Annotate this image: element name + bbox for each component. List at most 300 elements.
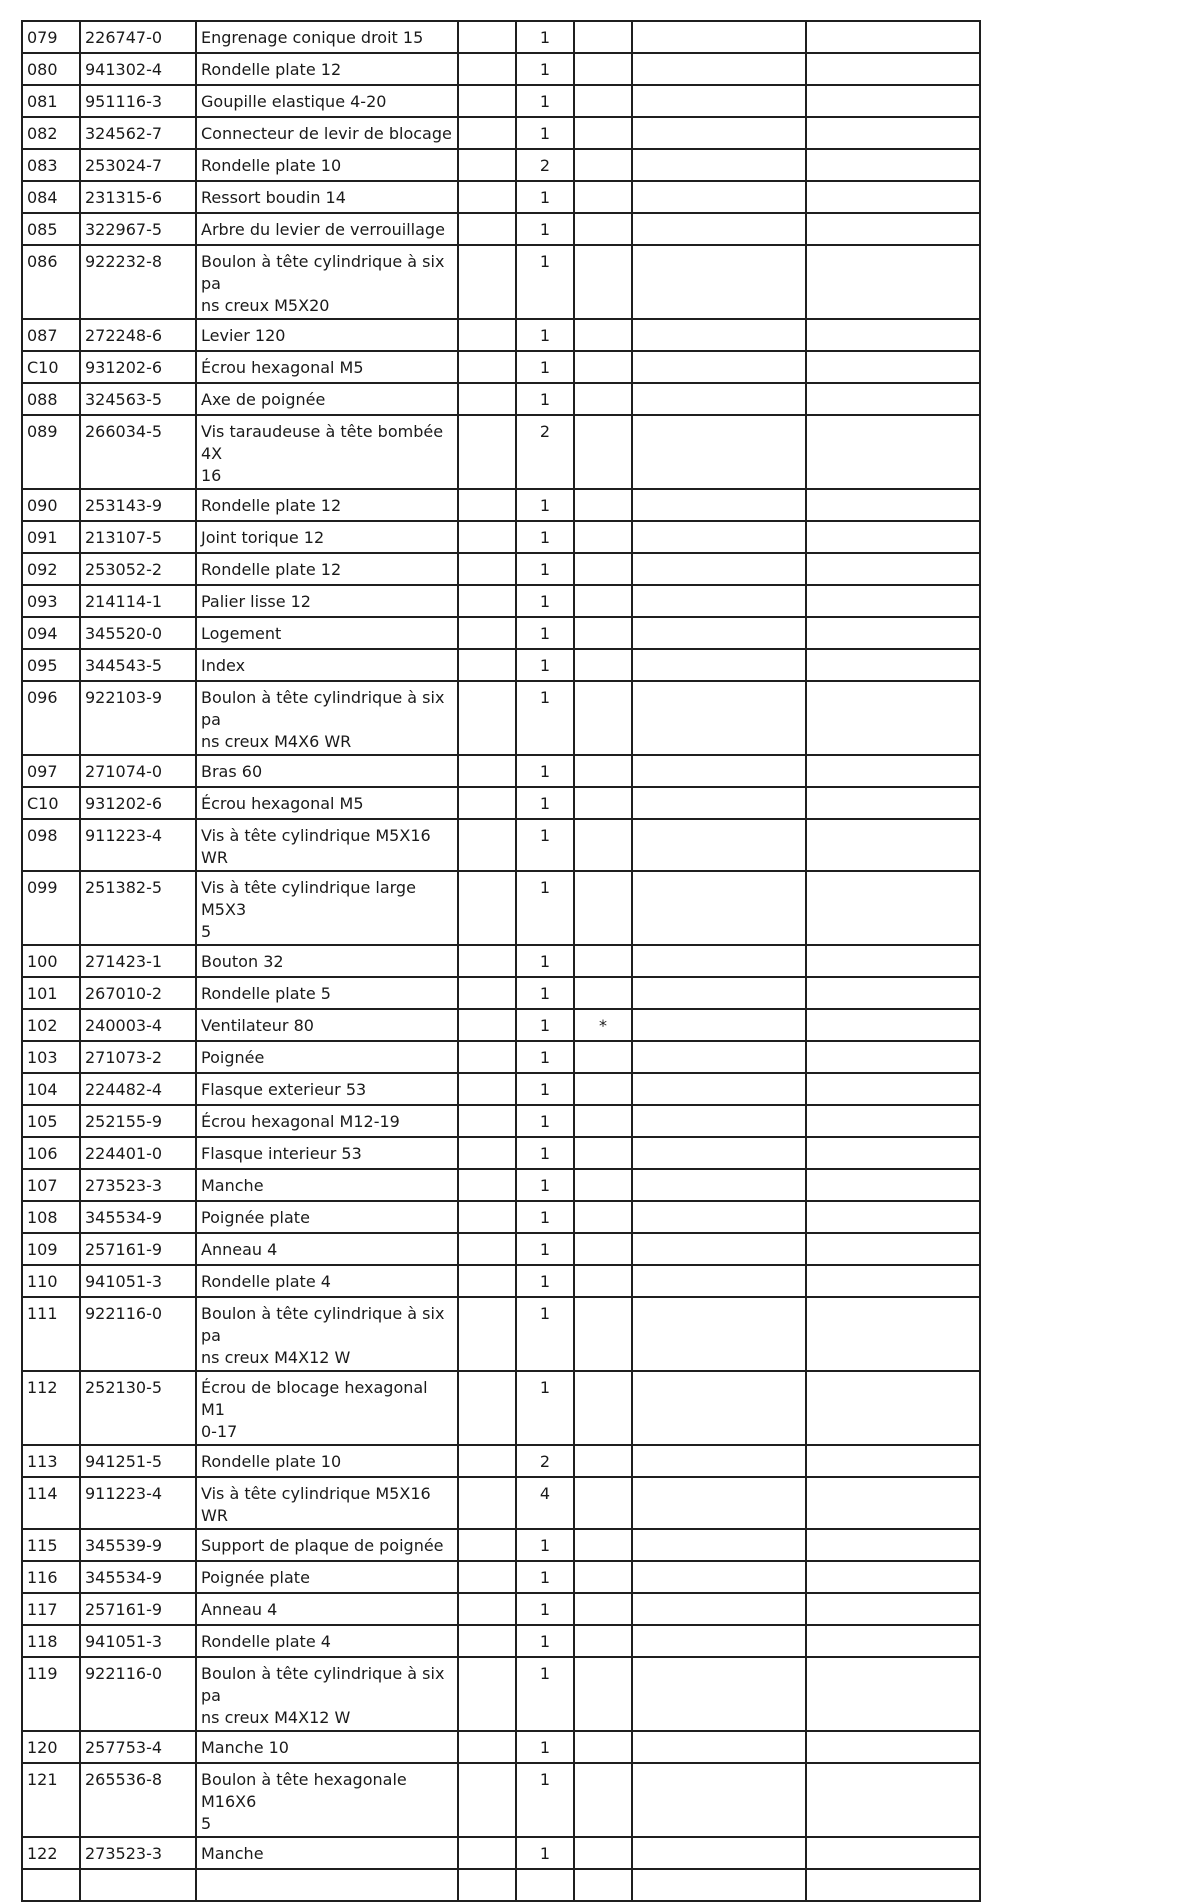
quantity-text: 1 (539, 560, 551, 579)
part-description-text: Boulon à tête cylindrique à six pa ns creux M4X12 W (201, 1664, 445, 1727)
quantity-cell (516, 1763, 574, 1837)
quantity-text: 1 (539, 878, 551, 897)
empty-cell (458, 1529, 516, 1561)
part-number-cell (80, 1201, 196, 1233)
empty-cell (632, 977, 806, 1009)
quantity-cell (516, 383, 574, 415)
part-description-text: Écrou hexagonal M5 (201, 358, 364, 377)
part-number-cell (80, 351, 196, 383)
part-number-cell (80, 977, 196, 1009)
empty-cell (458, 1477, 516, 1529)
part-number-text: 253143-9 (85, 496, 163, 515)
empty-cell (632, 1009, 806, 1041)
empty-cell (632, 1837, 806, 1869)
empty-cell (806, 1169, 980, 1201)
part-description-text: Rondelle plate 12 (201, 60, 342, 79)
part-number-cell (80, 415, 196, 489)
part-number-cell (80, 1529, 196, 1561)
quantity-text: 1 (539, 326, 551, 345)
part-ref-cell (22, 945, 80, 977)
part-description-cell (196, 245, 458, 319)
table-row (22, 181, 980, 213)
part-number-text: 941051-3 (85, 1272, 163, 1291)
empty-cell (632, 1371, 806, 1445)
part-ref-text: 122 (27, 1844, 58, 1863)
empty-cell (458, 1763, 516, 1837)
empty-cell (806, 755, 980, 787)
part-description-text: Bras 60 (201, 762, 263, 781)
quantity-cell (516, 649, 574, 681)
part-description-text: Manche 10 (201, 1738, 289, 1757)
part-ref-text: 108 (27, 1208, 58, 1227)
empty-cell (632, 1137, 806, 1169)
part-ref-cell (22, 383, 80, 415)
empty-cell (806, 53, 980, 85)
quantity-cell (516, 1837, 574, 1869)
part-ref-cell (22, 1657, 80, 1731)
flag-cell (574, 1297, 632, 1371)
quantity-cell (516, 871, 574, 945)
empty-cell (806, 787, 980, 819)
empty-cell (806, 681, 980, 755)
part-number-cell (80, 213, 196, 245)
part-ref-cell (22, 977, 80, 1009)
part-number-text: 224401-0 (85, 1144, 163, 1163)
empty-cell (632, 117, 806, 149)
part-description-cell (196, 85, 458, 117)
quantity-text: 1 (539, 252, 551, 271)
flag-cell (574, 553, 632, 585)
empty-cell (632, 1529, 806, 1561)
part-number-cell (80, 149, 196, 181)
part-description-text: Boulon à tête cylindrique à six pa ns creux M5X20 (201, 252, 445, 315)
part-number-text: 931202-6 (85, 794, 163, 813)
flag-cell (574, 755, 632, 787)
part-description-cell (196, 649, 458, 681)
quantity-cell (516, 1657, 574, 1731)
part-ref-text: 111 (27, 1304, 58, 1323)
quantity-text: 1 (539, 1770, 551, 1789)
part-number-cell (80, 755, 196, 787)
part-ref-text: 104 (27, 1080, 58, 1099)
part-number-text: 272248-6 (85, 326, 163, 345)
table-row (22, 1529, 980, 1561)
quantity-cell (516, 1137, 574, 1169)
part-description-cell (196, 1297, 458, 1371)
part-ref-cell (22, 1593, 80, 1625)
empty-cell (632, 1477, 806, 1529)
table-row (22, 117, 980, 149)
part-ref-text: 094 (27, 624, 58, 643)
empty-cell (458, 1869, 516, 1901)
part-description-text: Logement (201, 624, 282, 643)
flag-cell (574, 53, 632, 85)
part-number-cell (80, 117, 196, 149)
empty-cell (632, 1625, 806, 1657)
part-description-text: Vis à tête cylindrique M5X16 WR (201, 826, 431, 867)
part-description-text: Goupille elastique 4-20 (201, 92, 387, 111)
parts-table (21, 20, 981, 1902)
part-ref-text: 114 (27, 1484, 58, 1503)
part-ref-text: 113 (27, 1452, 58, 1471)
part-number-cell (80, 1009, 196, 1041)
part-description-text: Rondelle plate 12 (201, 496, 342, 515)
flag-cell (574, 1869, 632, 1901)
quantity-text: 4 (539, 1484, 551, 1503)
part-ref-cell (22, 617, 80, 649)
empty-cell (806, 1041, 980, 1073)
flag-cell (574, 181, 632, 213)
quantity-text: 1 (539, 1240, 551, 1259)
table-row (22, 585, 980, 617)
empty-cell (632, 319, 806, 351)
part-ref-cell (22, 1837, 80, 1869)
empty-cell (806, 213, 980, 245)
part-description-text: Flasque exterieur 53 (201, 1080, 367, 1099)
flag-cell (574, 319, 632, 351)
part-ref-text: 084 (27, 188, 58, 207)
part-ref-cell (22, 489, 80, 521)
table-row (22, 1763, 980, 1837)
table-row (22, 681, 980, 755)
part-ref-text: 110 (27, 1272, 58, 1291)
part-ref-text: 091 (27, 528, 58, 547)
empty-cell (458, 977, 516, 1009)
table-row (22, 755, 980, 787)
quantity-text: 1 (539, 1144, 551, 1163)
part-number-cell (80, 319, 196, 351)
part-number-cell (80, 1371, 196, 1445)
quantity-text: 1 (539, 28, 551, 47)
part-description-cell (196, 1169, 458, 1201)
part-ref-text: 096 (27, 688, 58, 707)
empty-cell (458, 617, 516, 649)
part-ref-cell (22, 1869, 80, 1901)
part-ref-text: 121 (27, 1770, 58, 1789)
flag-cell (574, 1477, 632, 1529)
flag-cell (574, 945, 632, 977)
part-ref-cell (22, 1477, 80, 1529)
flag-cell (574, 1009, 632, 1041)
part-number-cell (80, 871, 196, 945)
empty-cell (632, 489, 806, 521)
part-description-text: Rondelle plate 10 (201, 156, 342, 175)
empty-cell (806, 245, 980, 319)
part-number-cell (80, 1869, 196, 1901)
part-number-cell (80, 1265, 196, 1297)
part-number-cell (80, 1593, 196, 1625)
part-description-cell (196, 1561, 458, 1593)
table-row (22, 383, 980, 415)
part-ref-text: 089 (27, 422, 58, 441)
quantity-cell (516, 351, 574, 383)
part-number-text: 931202-6 (85, 358, 163, 377)
quantity-text: 1 (539, 220, 551, 239)
part-number-text: 273523-3 (85, 1844, 163, 1863)
empty-cell (458, 871, 516, 945)
part-ref-cell (22, 553, 80, 585)
part-number-cell (80, 521, 196, 553)
quantity-cell (516, 1265, 574, 1297)
part-ref-cell (22, 181, 80, 213)
table-row (22, 1445, 980, 1477)
part-ref-text: 102 (27, 1016, 58, 1035)
part-ref-text: C10 (27, 794, 59, 813)
empty-cell (632, 681, 806, 755)
flag-text: * (599, 1016, 607, 1035)
part-number-cell (80, 181, 196, 213)
part-ref-cell (22, 1561, 80, 1593)
quantity-cell (516, 1445, 574, 1477)
quantity-text: 2 (539, 1452, 551, 1471)
quantity-text: 1 (539, 688, 551, 707)
table-row (22, 1869, 980, 1901)
empty-cell (806, 1265, 980, 1297)
part-number-cell (80, 1763, 196, 1837)
part-description-cell (196, 521, 458, 553)
flag-cell (574, 681, 632, 755)
empty-cell (806, 1869, 980, 1901)
part-number-text: 257753-4 (85, 1738, 163, 1757)
part-ref-cell (22, 1041, 80, 1073)
empty-cell (806, 1371, 980, 1445)
flag-cell (574, 489, 632, 521)
part-ref-text: 080 (27, 60, 58, 79)
quantity-cell (516, 21, 574, 53)
part-description-cell (196, 1869, 458, 1901)
part-number-text: 941251-5 (85, 1452, 163, 1471)
flag-cell (574, 1593, 632, 1625)
flag-cell (574, 351, 632, 383)
quantity-text: 1 (539, 1844, 551, 1863)
quantity-text: 1 (539, 1632, 551, 1651)
part-number-cell (80, 1297, 196, 1371)
empty-cell (806, 1529, 980, 1561)
part-number-text: 257161-9 (85, 1240, 163, 1259)
empty-cell (458, 149, 516, 181)
part-ref-text: 103 (27, 1048, 58, 1067)
part-ref-cell (22, 819, 80, 871)
part-number-cell (80, 1041, 196, 1073)
quantity-text: 1 (539, 1176, 551, 1195)
part-description-cell (196, 1009, 458, 1041)
quantity-cell (516, 181, 574, 213)
part-description-cell (196, 117, 458, 149)
table-row (22, 1625, 980, 1657)
quantity-text: 1 (539, 1048, 551, 1067)
flag-cell (574, 415, 632, 489)
empty-cell (632, 755, 806, 787)
part-description-text: Index (201, 656, 246, 675)
empty-cell (632, 1201, 806, 1233)
empty-cell (458, 351, 516, 383)
quantity-text: 1 (539, 826, 551, 845)
table-row (22, 1371, 980, 1445)
quantity-cell (516, 585, 574, 617)
quantity-cell (516, 1041, 574, 1073)
empty-cell (632, 415, 806, 489)
flag-cell (574, 1561, 632, 1593)
quantity-cell (516, 945, 574, 977)
quantity-cell (516, 1593, 574, 1625)
part-description-text: Boulon à tête cylindrique à six pa ns creux M4X12 W (201, 1304, 445, 1367)
empty-cell (458, 383, 516, 415)
table-row (22, 53, 980, 85)
empty-cell (806, 945, 980, 977)
part-ref-text: 088 (27, 390, 58, 409)
part-description-text: Écrou hexagonal M12-19 (201, 1112, 400, 1131)
table-row (22, 1265, 980, 1297)
quantity-cell (516, 213, 574, 245)
empty-cell (806, 1477, 980, 1529)
part-description-text: Poignée plate (201, 1208, 310, 1227)
quantity-text: 1 (539, 1378, 551, 1397)
part-description-cell (196, 553, 458, 585)
empty-cell (806, 1657, 980, 1731)
quantity-cell (516, 319, 574, 351)
empty-cell (632, 1169, 806, 1201)
quantity-text: 1 (539, 794, 551, 813)
part-description-text: Manche (201, 1844, 264, 1863)
empty-cell (632, 521, 806, 553)
empty-cell (458, 819, 516, 871)
table-row (22, 1073, 980, 1105)
part-ref-cell (22, 1265, 80, 1297)
part-number-text: 922103-9 (85, 688, 163, 707)
part-number-cell (80, 1073, 196, 1105)
part-ref-text: 116 (27, 1568, 58, 1587)
part-ref-cell (22, 415, 80, 489)
empty-cell (458, 1201, 516, 1233)
empty-cell (806, 149, 980, 181)
table-row (22, 1593, 980, 1625)
part-description-text: Ventilateur 80 (201, 1016, 314, 1035)
flag-cell (574, 617, 632, 649)
quantity-cell (516, 681, 574, 755)
part-number-text: 345520-0 (85, 624, 163, 643)
flag-cell (574, 1073, 632, 1105)
part-description-text: Levier 120 (201, 326, 286, 345)
empty-cell (806, 1009, 980, 1041)
empty-cell (458, 681, 516, 755)
part-number-text: 273523-3 (85, 1176, 163, 1195)
quantity-text: 1 (539, 762, 551, 781)
part-number-cell (80, 1477, 196, 1529)
quantity-cell (516, 1561, 574, 1593)
part-ref-cell (22, 755, 80, 787)
flag-cell (574, 21, 632, 53)
part-number-cell (80, 1561, 196, 1593)
empty-cell (632, 787, 806, 819)
empty-cell (632, 1233, 806, 1265)
empty-cell (806, 1073, 980, 1105)
table-row (22, 351, 980, 383)
quantity-cell (516, 617, 574, 649)
empty-cell (806, 351, 980, 383)
part-ref-text: 120 (27, 1738, 58, 1757)
quantity-text: 1 (539, 624, 551, 643)
empty-cell (632, 21, 806, 53)
empty-cell (632, 1041, 806, 1073)
part-number-text: 345534-9 (85, 1208, 163, 1227)
part-ref-cell (22, 585, 80, 617)
empty-cell (458, 21, 516, 53)
empty-cell (806, 649, 980, 681)
flag-cell (574, 521, 632, 553)
empty-cell (458, 1105, 516, 1137)
quantity-text: 1 (539, 124, 551, 143)
empty-cell (632, 1869, 806, 1901)
part-number-text: 911223-4 (85, 1484, 163, 1503)
part-ref-cell (22, 1105, 80, 1137)
quantity-text: 2 (539, 422, 551, 441)
part-description-cell (196, 351, 458, 383)
part-ref-cell (22, 1297, 80, 1371)
part-description-text: Anneau 4 (201, 1600, 278, 1619)
empty-cell (458, 1657, 516, 1731)
part-number-cell (80, 681, 196, 755)
part-ref-cell (22, 787, 80, 819)
part-ref-cell (22, 1625, 80, 1657)
quantity-cell (516, 415, 574, 489)
part-description-text: Flasque interieur 53 (201, 1144, 362, 1163)
quantity-text: 2 (539, 156, 551, 175)
part-number-text: 345534-9 (85, 1568, 163, 1587)
empty-cell (806, 521, 980, 553)
table-row (22, 553, 980, 585)
empty-cell (458, 1137, 516, 1169)
flag-cell (574, 1137, 632, 1169)
empty-cell (806, 1625, 980, 1657)
part-number-cell (80, 85, 196, 117)
empty-cell (458, 85, 516, 117)
table-row (22, 1561, 980, 1593)
part-description-text: Vis à tête cylindrique M5X16 WR (201, 1484, 431, 1525)
empty-cell (632, 245, 806, 319)
quantity-text: 1 (539, 984, 551, 1003)
part-description-text: Axe de poignée (201, 390, 326, 409)
part-number-text: 271074-0 (85, 762, 163, 781)
part-ref-text: 100 (27, 952, 58, 971)
empty-cell (632, 1763, 806, 1837)
part-ref-text: 079 (27, 28, 58, 47)
part-description-cell (196, 787, 458, 819)
empty-cell (632, 1265, 806, 1297)
flag-cell (574, 1105, 632, 1137)
part-ref-cell (22, 53, 80, 85)
flag-cell (574, 1731, 632, 1763)
flag-cell (574, 1371, 632, 1445)
part-number-text: 252130-5 (85, 1378, 163, 1397)
empty-cell (632, 149, 806, 181)
part-description-cell (196, 1625, 458, 1657)
part-ref-text: 099 (27, 878, 58, 897)
part-description-text: Boulon à tête cylindrique à six pa ns creux M4X6 WR (201, 688, 445, 751)
part-number-text: 922116-0 (85, 1304, 163, 1323)
part-number-text: 226747-0 (85, 28, 163, 47)
part-ref-text: 117 (27, 1600, 58, 1619)
part-ref-text: 118 (27, 1632, 58, 1651)
part-description-text: Écrou de blocage hexagonal M1 0-17 (201, 1378, 428, 1441)
part-description-text: Rondelle plate 12 (201, 560, 342, 579)
part-description-cell (196, 319, 458, 351)
empty-cell (458, 1625, 516, 1657)
part-ref-cell (22, 1371, 80, 1445)
table-row (22, 1837, 980, 1869)
part-description-cell (196, 1477, 458, 1529)
empty-cell (458, 213, 516, 245)
part-ref-cell (22, 521, 80, 553)
